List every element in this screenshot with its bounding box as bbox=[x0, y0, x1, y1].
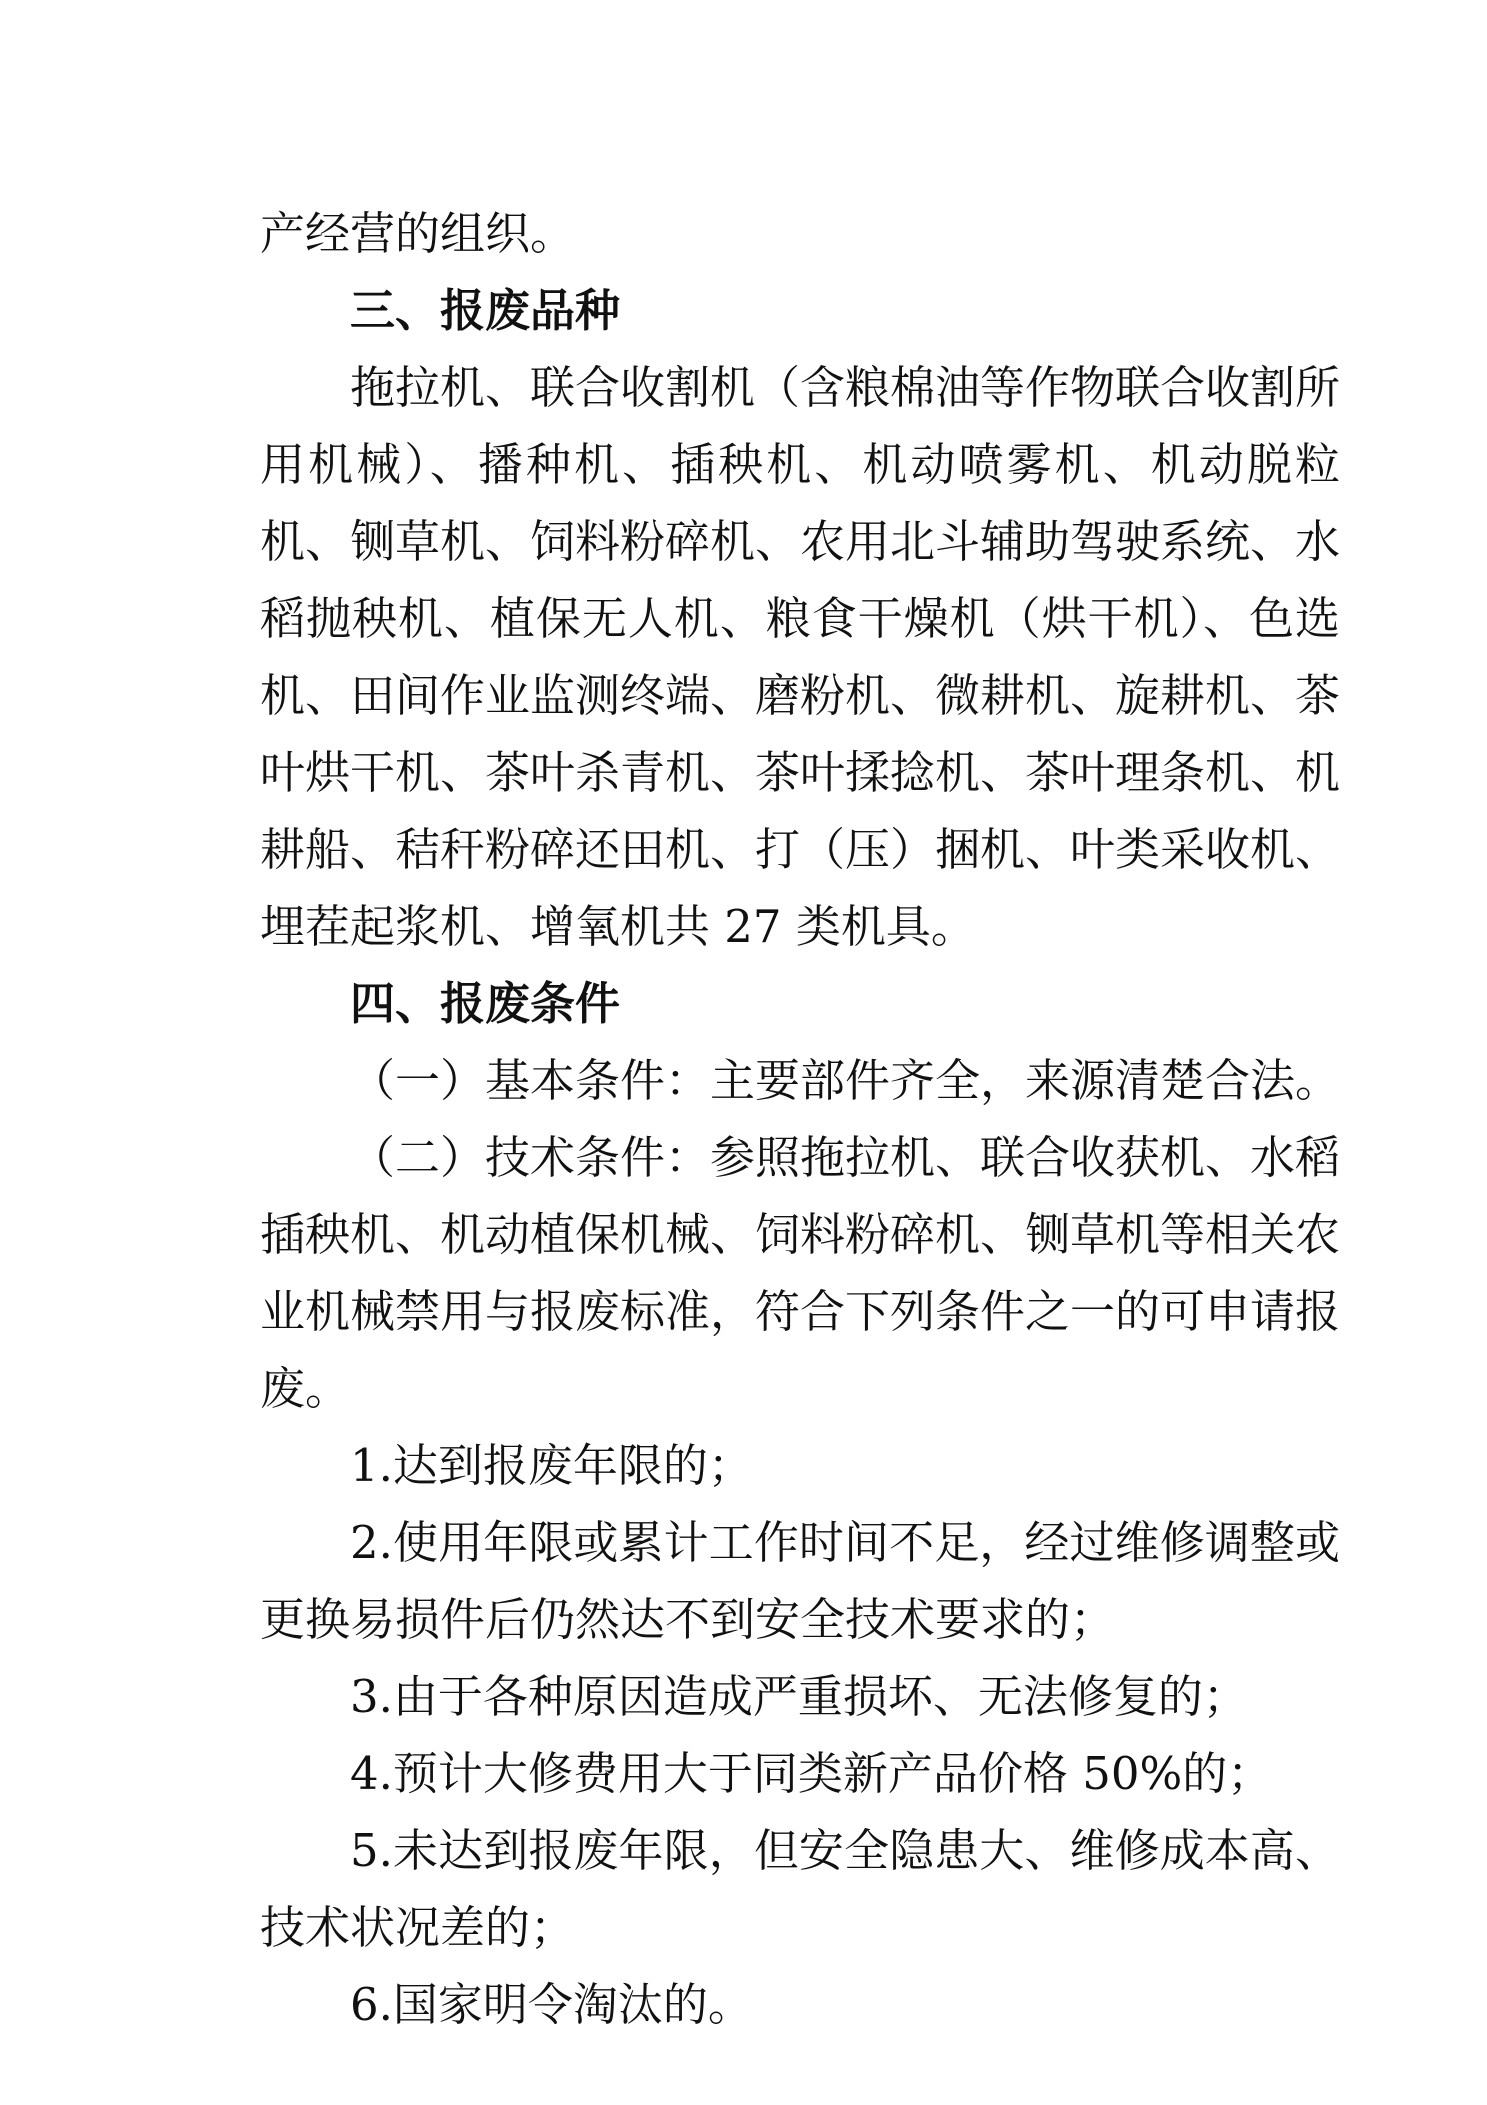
technical-conditions-paragraph: （二）技术条件：参照拖拉机、联合收获机、水稻插秧机、机动植保机械、饲料粉碎机、铡草机等相关农业机械禁用与报废标准，符合下列条件之一的可申请报废。 bbox=[260, 1131, 1341, 1415]
condition-item: 1.达到报废年限的； bbox=[350, 1439, 753, 1492]
condition-item: 4.预计大修费用大于同类新产品价格 50%的； bbox=[350, 1747, 1273, 1800]
basic-conditions-paragraph: （一）基本条件：主要部件齐全，来源清楚合法。 bbox=[350, 1054, 1341, 1107]
condition-item: 3.由于各种原因造成严重损坏、无法修复的； bbox=[350, 1670, 1248, 1723]
section-heading-conditions: 四、报废条件 bbox=[350, 977, 621, 1030]
varieties-paragraph: 拖拉机、联合收割机（含粮棉油等作物联合收割所用机械）、播种机、插秧机、机动喷雾机、机动脱粒机、铡草机、饲料粉碎机、农用北斗辅助驾驶系统、水稻抛秧机、植保无人机、粮食干燥机（烘干机）、色选机、田间作业监测终端、磨粉机、微耕机、旋耕机、茶叶烘干机、茶叶杀青机、茶叶揉捻机、茶叶理条机、机耕船、秸秆粉碎还田机、打（压）捆机、叶类采收机、埋茬起浆机、增氧机共 27 类机具。 bbox=[260, 361, 1341, 953]
section-heading-varieties: 三、报废品种 bbox=[350, 284, 621, 337]
continuation-text: 产经营的组织。 bbox=[260, 207, 576, 260]
condition-item: 6.国家明令淘汰的。 bbox=[350, 1978, 753, 2031]
condition-item: 5.未达到报废年限，但安全隐患大、维修成本高、技术状况差的； bbox=[260, 1824, 1340, 1954]
document-page bbox=[260, 195, 1340, 2043]
condition-item: 2.使用年限或累计工作时间不足，经过维修调整或更换易损件后仍然达不到安全技术要求的； bbox=[260, 1516, 1340, 1646]
